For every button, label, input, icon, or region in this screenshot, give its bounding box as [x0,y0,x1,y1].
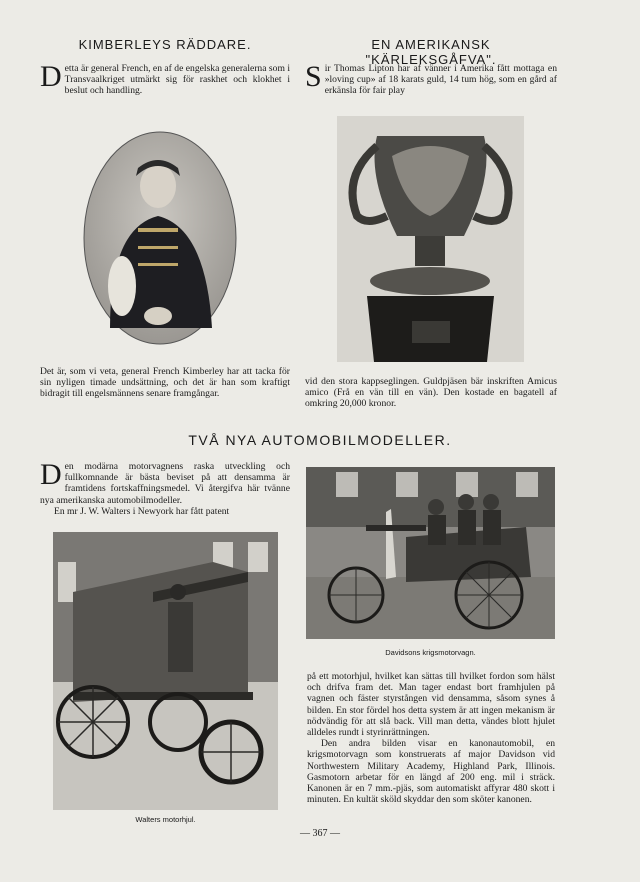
right-article-intro [305,60,557,97]
auto-drop-cap: D [40,458,62,491]
auto-paragraph-1: på ett motorhjul, hvilket kan sättas till hvilket fordon som hälst och drifva fram det. Man tager endast bort framhjulen på vagnen och fäster styrstången vid densamma, såsom synes å bilden. En stor fördel hos detta system är att ingen mekanism är nödvändig för att slå back. Vill man detta, vändes blott hjulet alldeles rundt i styrinrättningen. [307,671,555,739]
left-article-title: KIMBERLEYS RÄDDARE. [78,37,252,52]
auto-intro-text: en modärna motorvagnens raska utveckling och fullkomnande är bästa beviset på att densamma är framtidens fortskaffningsmedel. Vi återgifva här tvänne nya amerikanska automobilmodeller. [40,461,290,506]
auto-article-title: TVÅ NYA AUTOMOBILMODELLER. [188,432,452,448]
auto-intro-continued: En mr J. W. Walters i Newyork har fått patent [54,505,230,517]
auto-article-intro [40,458,290,517]
right-intro-text: ir Thomas Lipton har af vänner i Amerika fått mottaga en »loving cup» af 18 karats guld, 14 tum hög, som en gård af erkänsla för fair play [324,63,557,97]
right-drop-cap: S [305,60,322,93]
auto-paragraph-2: Den andra bilden visar en kanonautomobil, en krigsmotorvagn som konstruerats af major Davidson vid Northwestern Military Academy, Highland Park, Illinois. Gasmotorn arbetar för en längd af 200 eng. mil i sträck. Kanonen är en 7 mm.-pjäs, som automatiskt affyrar 480 skott i minuten. En kultät sköld skyddar den som sköter kanonen. [307,738,555,806]
page-number: — 367 — [300,828,340,839]
left-article-body: Det är, som vi veta, general French Kimberley har att tacka för sin nyligen timade undsättning, och det är han som kraftigt bidragit till engelsmännens senare framgångar. [40,366,290,400]
auto-article-column-2 [307,671,555,805]
right-article-title: EN AMERIKANSK "KÄRLEKSGÅFVA". [365,37,497,67]
walters-motor-wheel-photo [53,532,278,810]
left-article-intro [40,60,290,97]
davidson-caption: Davidsons krigsmotorvagn. [385,648,476,657]
general-french-portrait [80,128,240,348]
right-article-body: vid den stora kappseglingen. Guldpjäsen bär inskriften Amicus amico (Frå en vän till en vän). Den kostade en bagatell af omkring 20,000 kronor. [305,376,557,410]
loving-cup-photo [337,116,524,362]
left-intro-text: etta är general French, en af de engelska generalerna som i Transvaalkriget utmärkt sig för raskhet och klokhet i beslut och handling. [64,63,290,97]
walters-caption: Walters motorhjul. [135,815,196,824]
left-drop-cap: D [40,60,62,93]
davidson-war-motorcar-photo [306,467,555,639]
